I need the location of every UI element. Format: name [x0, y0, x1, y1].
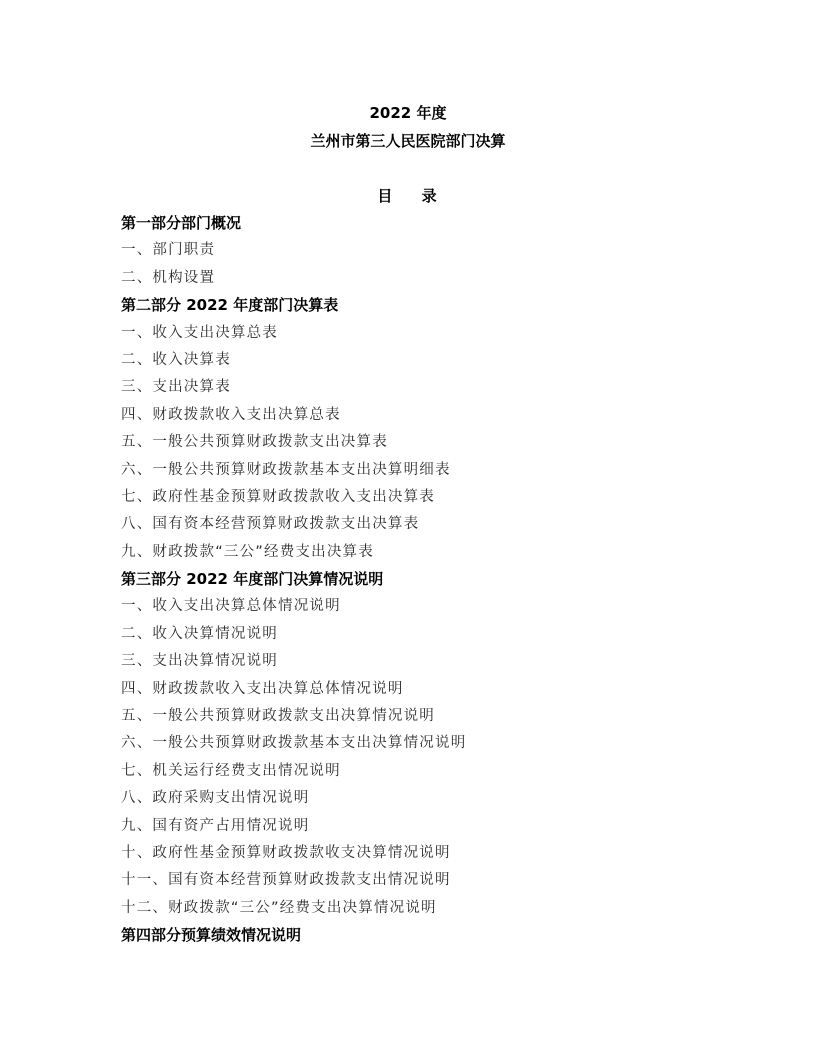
document-year-title: 2022 年度 [369, 104, 447, 122]
toc-heading: 目 录 [377, 187, 449, 205]
toc-item: 六、一般公共预算财政拨款基本支出决算明细表 [121, 461, 451, 478]
toc-item: 九、财政拨款“三公”经费支出决算表 [121, 543, 374, 560]
toc-section-part4: 第四部分预算绩效情况说明 [121, 926, 302, 945]
toc-item: 九、国有资产占用情况说明 [121, 817, 310, 834]
toc-item: 十一、国有资本经营预算财政拨款支出情况说明 [121, 872, 451, 889]
toc-item: 五、一般公共预算财政拨款支出决算表 [121, 434, 388, 451]
toc-item: 七、机关运行经费支出情况说明 [121, 762, 341, 779]
toc-item: 七、政府性基金预算财政拨款收入支出决算表 [121, 488, 435, 505]
toc-section-part2: 第二部分 2022 年度部门决算表 [121, 296, 339, 315]
document-org-title: 兰州市第三人民医院部门决算 [310, 132, 506, 150]
toc-item: 二、机构设置 [121, 269, 216, 286]
toc-item: 一、部门职责 [121, 242, 216, 259]
toc-item: 一、收入支出决算总表 [121, 324, 278, 341]
table-of-contents [121, 213, 721, 953]
toc-item: 四、财政拨款收入支出决算总表 [121, 406, 341, 423]
toc-item: 一、收入支出决算总体情况说明 [121, 598, 341, 615]
toc-section-part3: 第三部分 2022 年度部门决算情况说明 [121, 570, 384, 589]
toc-section-part1: 第一部分部门概况 [121, 214, 242, 232]
toc-item: 十二、财政拨款“三公”经费支出决算情况说明 [121, 899, 437, 916]
toc-item: 三、支出决算情况说明 [121, 653, 278, 670]
toc-item: 五、一般公共预算财政拨款支出决算情况说明 [121, 708, 435, 725]
toc-item: 三、支出决算表 [121, 379, 231, 396]
toc-item: 八、国有资本经营预算财政拨款支出决算表 [121, 516, 420, 533]
toc-item: 六、一般公共预算财政拨款基本支出决算情况说明 [121, 735, 467, 752]
toc-item: 十、政府性基金预算财政拨款收支决算情况说明 [121, 844, 451, 861]
toc-item: 二、收入决算情况说明 [121, 625, 278, 642]
toc-item: 八、政府采购支出情况说明 [121, 790, 310, 807]
toc-item: 四、财政拨款收入支出决算总体情况说明 [121, 680, 404, 697]
toc-item: 二、收入决算表 [121, 351, 231, 368]
